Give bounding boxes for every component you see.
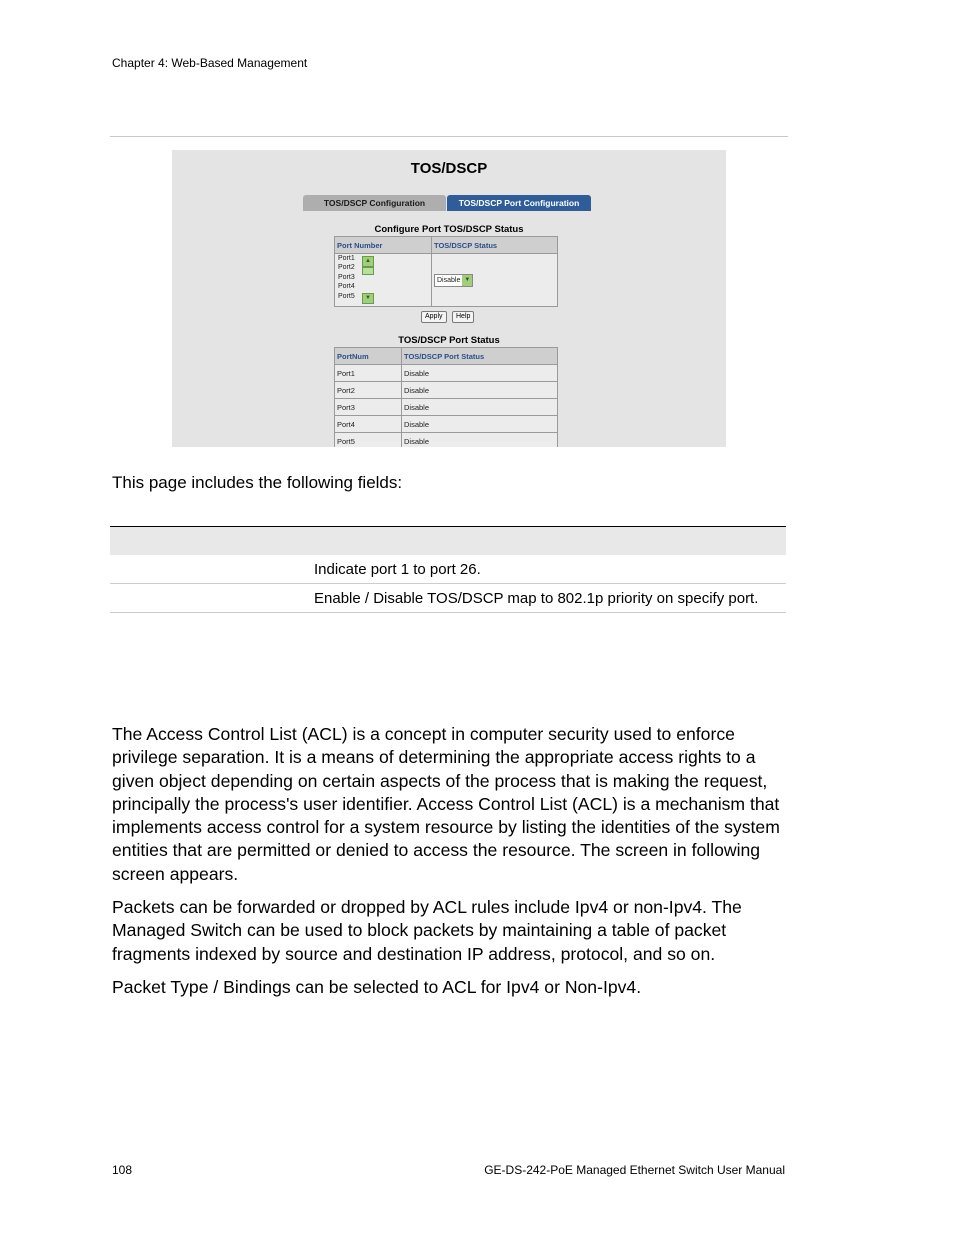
port-cell: Port5 [335, 433, 402, 448]
table-row [335, 382, 558, 399]
table-row [335, 399, 558, 416]
port-option[interactable]: Port3 [338, 273, 355, 281]
field-description: Indicate port 1 to port 26. [314, 561, 481, 578]
table-row [335, 433, 558, 448]
port-option[interactable]: Port5 [338, 292, 355, 300]
port-status-header: TOS/DSCP Port Status [402, 348, 558, 365]
chevron-down-icon: ▼ [462, 275, 472, 286]
table-row [110, 584, 786, 613]
tos-dscp-status-header: TOS/DSCP Status [432, 237, 558, 254]
acl-paragraph: Packet Type / Bindings can be selected to ACL for Ipv4 or Non-Ipv4. [112, 977, 642, 997]
port-cell: Port2 [335, 382, 402, 399]
port-listbox[interactable] [335, 254, 431, 306]
port-option[interactable]: Port2 [338, 264, 355, 272]
acl-paragraph: The Access Control List (ACL) is a concept in computer security used to enforce privilege separation. It is a means of determining the appropriate access rights to a given object depending on certain aspects of the process that is making the request, principally the process's user identifier. Access Control List (ACL) is a mechanism that implements access control for a system resource by listing the identities of the system entities that are permitted or denied to access the resource. The screen in following screen appears. [112, 724, 780, 884]
fields-table-header [110, 526, 786, 555]
page-number: 108 [112, 1163, 133, 1177]
status-cell: Disable [402, 433, 558, 448]
fields-table [110, 526, 786, 613]
tab-tos-dscp-port-configuration[interactable]: TOS/DSCP Port Configuration [447, 195, 591, 211]
port-number-header: Port Number [335, 237, 432, 254]
fields-intro: This page includes the following fields: [112, 473, 403, 492]
manual-title: GE-DS-242-PoE Managed Ethernet Switch User Manual [484, 1163, 785, 1177]
status-cell: Disable [402, 399, 558, 416]
port-cell: Port3 [335, 399, 402, 416]
apply-button[interactable]: Apply [421, 311, 447, 323]
listbox-scrollbar[interactable] [362, 256, 373, 304]
acl-paragraph: Packets can be forwarded or dropped by ACL rules include Ipv4 or non-Ipv4. The Managed Switch can be used to block packets by maintaining a table of packet fragments indexed by source and destination IP address, protocol, and so on. [112, 897, 742, 964]
header-rule [110, 136, 788, 137]
screenshot-title: TOS/DSCP [410, 160, 488, 177]
port-status-table [334, 347, 558, 447]
scroll-up-icon[interactable]: ▲ [362, 256, 374, 267]
status-select[interactable] [434, 274, 473, 287]
status-cell: Disable [402, 416, 558, 433]
field-description: Enable / Disable TOS/DSCP map to 802.1p priority on specify port. [314, 590, 759, 607]
config-table [334, 236, 558, 307]
status-section-title: TOS/DSCP Port Status [398, 335, 500, 346]
help-button[interactable]: Help [452, 311, 474, 323]
status-select-value: Disable [437, 276, 461, 284]
tos-dscp-screenshot [172, 150, 726, 447]
status-cell: Disable [402, 382, 558, 399]
port-cell: Port4 [335, 416, 402, 433]
table-row [110, 555, 786, 584]
table-row [335, 416, 558, 433]
chapter-header: Chapter 4: Web-Based Management [112, 56, 308, 70]
scroll-down-icon[interactable]: ▼ [362, 293, 374, 304]
portnum-header: PortNum [335, 348, 402, 365]
port-option[interactable]: Port4 [338, 283, 355, 291]
scroll-thumb[interactable] [362, 267, 374, 275]
port-option[interactable]: Port1 [338, 255, 355, 262]
status-cell: Disable [402, 365, 558, 382]
tab-tos-dscp-configuration[interactable]: TOS/DSCP Configuration [303, 195, 446, 211]
table-row [335, 365, 558, 382]
port-cell: Port1 [335, 365, 402, 382]
config-section-title: Configure Port TOS/DSCP Status [374, 224, 524, 235]
